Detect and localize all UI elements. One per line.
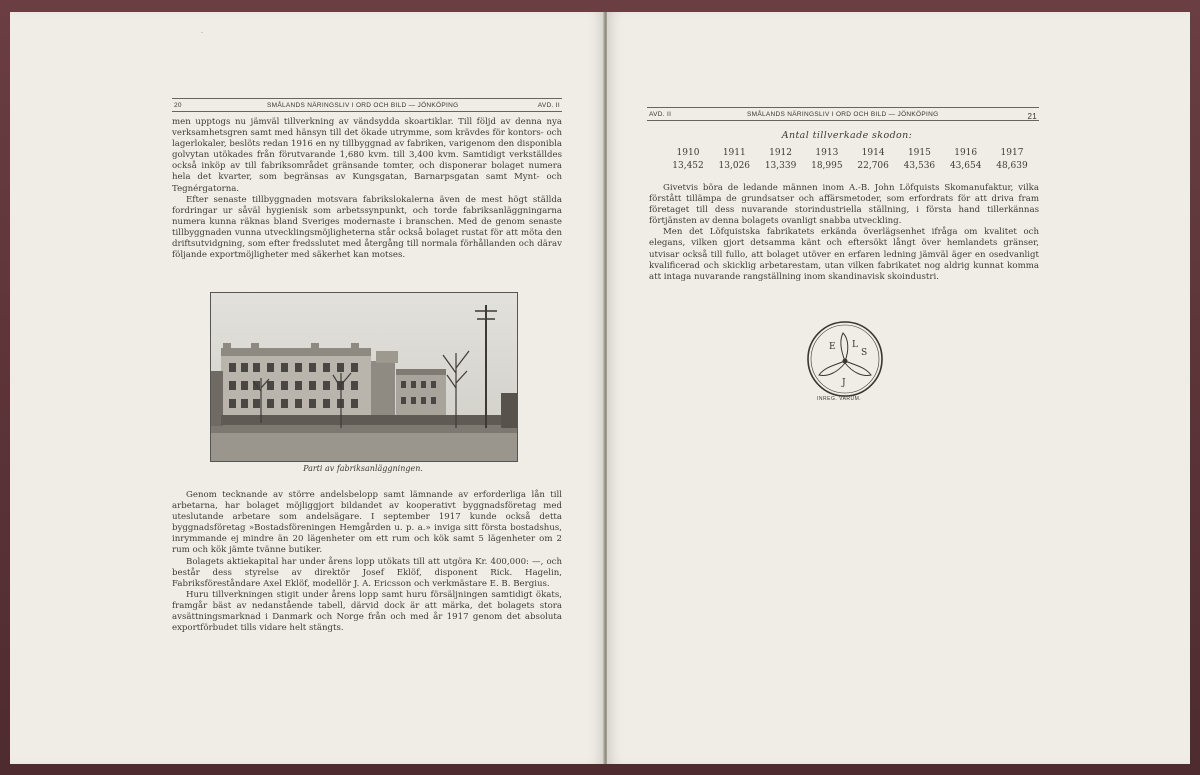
factory-photo <box>210 292 518 462</box>
paragraph: Men det Löfquistska fabrikatets erkända överlägsenhet ifråga om kvalitet och elegans, vilken gjort detsamma känt och eftersökt långt över hemlandets gränser, utvisar också till fullo, att bolaget utöver en erfaren ledning jämväl äger en osedvanligt kvalificerad och skicklig arbetarestam, utan vilken fabrikatet nog aldrig kunnat komma att intaga nuvarande rangställning inom skandinavisk skoindustri. <box>649 227 1039 282</box>
year-cell: 1915 <box>907 148 931 158</box>
count-cell: 13,339 <box>764 161 797 171</box>
paragraph: Efter senaste tillbyggnaden motsvara fabrikslokalerna även de mest högt ställda fordringar ur såväl hygienisk som arbetssynpunkt, och torde fabriksanläggningarna numera kunna räknas bland Sveriges modernaste i branschen. Med de genom senaste tillbyggnaden vunna utvecklingsmöjligheterna står också bolaget rustat för att möta den driftsutvidgning, som efter fredsslutet med återgång till normala förhållanden och därav följande exportmöjligheter med säkerhet kan motses. <box>172 194 562 261</box>
left-text-bottom <box>172 490 562 634</box>
company-trademark-logo <box>805 319 885 399</box>
section-label: AVD. II <box>649 111 672 118</box>
count-cell: 43,536 <box>903 161 936 171</box>
paragraph: Genom tecknande av större andelsbelopp samt lämnande av erforderliga lån till arbetarna, har bolaget möjliggjort bildandet av kooperativt byggnadsföretag med uteslutande arbetare som andelsägare. I september 1917 kunde också detta byggnadsföretag »Bostadsföreningen Hemgården u. p. a.» inviga sitt första bostadshus, inrymmande ej mindre än 20 lägenheter om ett rum och kök samt 5 lägenheter om 2 rum och kök jämte tvänne butiker. <box>172 490 562 556</box>
count-cell: 48,639 <box>996 161 1028 171</box>
counts-row <box>665 161 1035 171</box>
count-cell: 43,654 <box>949 161 982 171</box>
logo-letter: E <box>829 342 836 352</box>
photo-caption: Parti av fabriksanläggningen. <box>303 464 423 473</box>
year-cell: 1910 <box>676 148 700 158</box>
paragraph: Huru tillverkningen stigit under årens lopp samt huru försäljningen samtidigt ökats, framgår bäst av nedanstående tabell, därvid dock är att märka, det bolagets stora avsättningsmarknad i Danmark och Norge från och med år 1917 genom det absoluta exportförbudet tills vidare helt stängts. <box>172 589 562 634</box>
paragraph: Givetvis böra de ledande männen inom A.-B. John Löfquists Skomanufaktur, vilka förstått tillämpa de grundsatser och affärsmetoder, som erfordrats för att driva fram företaget till dess nuvarande storindustriella ställning, i första hand tillerkännas förtjänsten av denna bolagets ovanligt snabba utveckling. <box>649 183 1039 227</box>
year-cell: 1913 <box>815 148 839 158</box>
count-cell: 13,026 <box>718 161 751 171</box>
paragraph: Bolagets aktiekapital har under årens lopp utökats till att utgöra Kr. 400,000: —, och består dess styrelse av direktör Josef Eklöf, disponent Rick. Hagelin, Fabriksföreståndare Axel Eklöf, modellör J. A. Ericsson och verkmästare E. B. Bergius. <box>172 556 562 589</box>
section-label: AVD. II <box>537 102 560 109</box>
count-cell: 22,706 <box>857 161 889 171</box>
left-page-header <box>172 98 562 113</box>
page-number: 21 <box>1027 112 1037 121</box>
page-number: 20 <box>174 102 182 109</box>
years-row <box>665 148 1035 158</box>
logo-letter: L <box>852 340 858 350</box>
left-page <box>10 12 604 764</box>
year-cell: 1911 <box>722 148 746 158</box>
logo-letter: S <box>861 348 868 358</box>
paragraph: men upptogs nu jämväl tillverkning av vändsydda skoartiklar. Till följd av denna nya verksamhetsgren samt med hänsyn till det ökade utrymme, som krävdes för kontors- och lagerlokaler, beslöts redan 1916 en ny tillbyggnad av fabriken, varigenom den disponibla golvytan utökades från förutvarande 1,680 kvm. till 3,400 kvm. Samtidigt verkställdes också inköp av till fabriksområdet gränsande tomter, och disponerar bolaget numera hela det kvarter, som begränsas av Kungsgatan, Barnarpsgatan samt Mynt- och Tegnérgatorna. <box>172 117 562 194</box>
header-rule <box>647 120 1039 121</box>
right-text <box>649 183 1039 283</box>
running-title: SMÅLANDS NÄRINGSLIV I ORD OCH BILD — JÖNKÖPING <box>267 102 459 109</box>
page-mark: · <box>201 30 203 37</box>
year-cell: 1912 <box>769 148 793 158</box>
year-cell: 1914 <box>861 148 885 158</box>
trademark-label: INREG. VARUM. <box>817 396 862 402</box>
left-text-top <box>172 117 562 261</box>
running-title: SMÅLANDS NÄRINGSLIV I ORD OCH BILD — JÖNKÖPING <box>747 111 939 118</box>
count-cell: 13,452 <box>672 161 704 171</box>
count-cell: 18,995 <box>811 161 843 171</box>
header-rule <box>172 111 562 112</box>
year-cell: 1916 <box>954 148 978 158</box>
logo-letter: J <box>842 378 846 388</box>
production-table-title: Antal tillverkade skodon: <box>781 130 913 141</box>
year-cell: 1917 <box>1000 148 1024 158</box>
right-page-header <box>647 107 1039 122</box>
right-page <box>607 12 1190 764</box>
